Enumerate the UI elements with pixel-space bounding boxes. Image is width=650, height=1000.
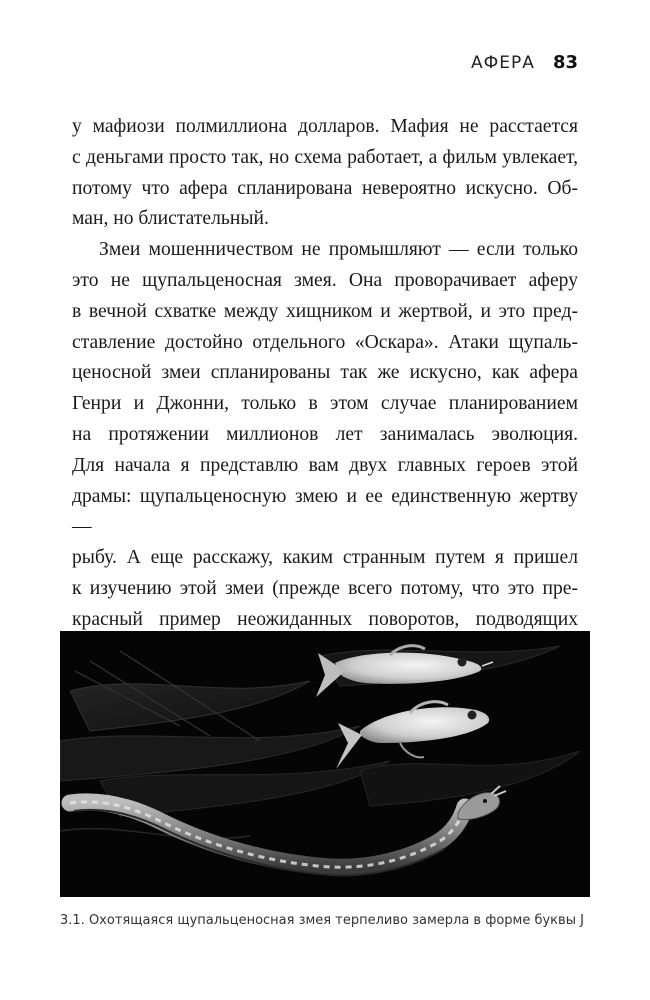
text-line: в вечной схватке между хищником и жертвой, и это пред- — [72, 300, 578, 322]
figure-caption: 3.1. Охотящаяся щупальценосная змея терпеливо замерла в форме буквы J — [60, 913, 584, 928]
text-line: красный пример неожиданных поворотов, подводящих — [72, 608, 578, 630]
text-line: это не щупальценосная змея. Она проворачивает аферу — [72, 269, 578, 291]
text-line: ман, но блистательный. — [72, 208, 269, 230]
text-line: Змеи мошенничеством не промышляют — если только — [99, 239, 578, 261]
page-number: 83 — [552, 52, 578, 73]
text-line: драмы: щупальценосную змею и ее единственную жертву — — [72, 485, 578, 538]
text-line: у мафиози полмиллиона долларов. Мафия не расстается — [72, 116, 578, 137]
text-line: рыбу. А еще расскажу, каким странным путем я пришел — [72, 547, 578, 569]
text-line: ставление достойно отдельного «Оскара». Атаки щупаль- — [72, 331, 578, 353]
text-line: на протяжении миллионов лет занималась эволюция. — [72, 423, 578, 445]
snake-and-fish-photo — [60, 631, 590, 897]
text-line: ценосной змеи спланированы так же искусно, как афера — [72, 362, 578, 384]
paragraph-1 — [72, 112, 578, 235]
running-head — [471, 52, 578, 73]
chapter-title: АФЕРА — [471, 53, 535, 73]
text-line: к изучению этой змеи (прежде всего потому, что это пре- — [72, 577, 578, 599]
text-line: потому что афера спланирована невероятно искусно. Об- — [72, 177, 578, 199]
text-line: Для начала я представлю вам двух главных героев этой — [72, 454, 578, 476]
figure-photo — [60, 631, 590, 897]
paragraph-2 — [72, 235, 578, 666]
text-line: с деньгами просто так, но схема работает, а фильм увлекает, — [72, 146, 578, 168]
text-line: Генри и Джонни, только в этом случае планированием — [72, 393, 578, 415]
